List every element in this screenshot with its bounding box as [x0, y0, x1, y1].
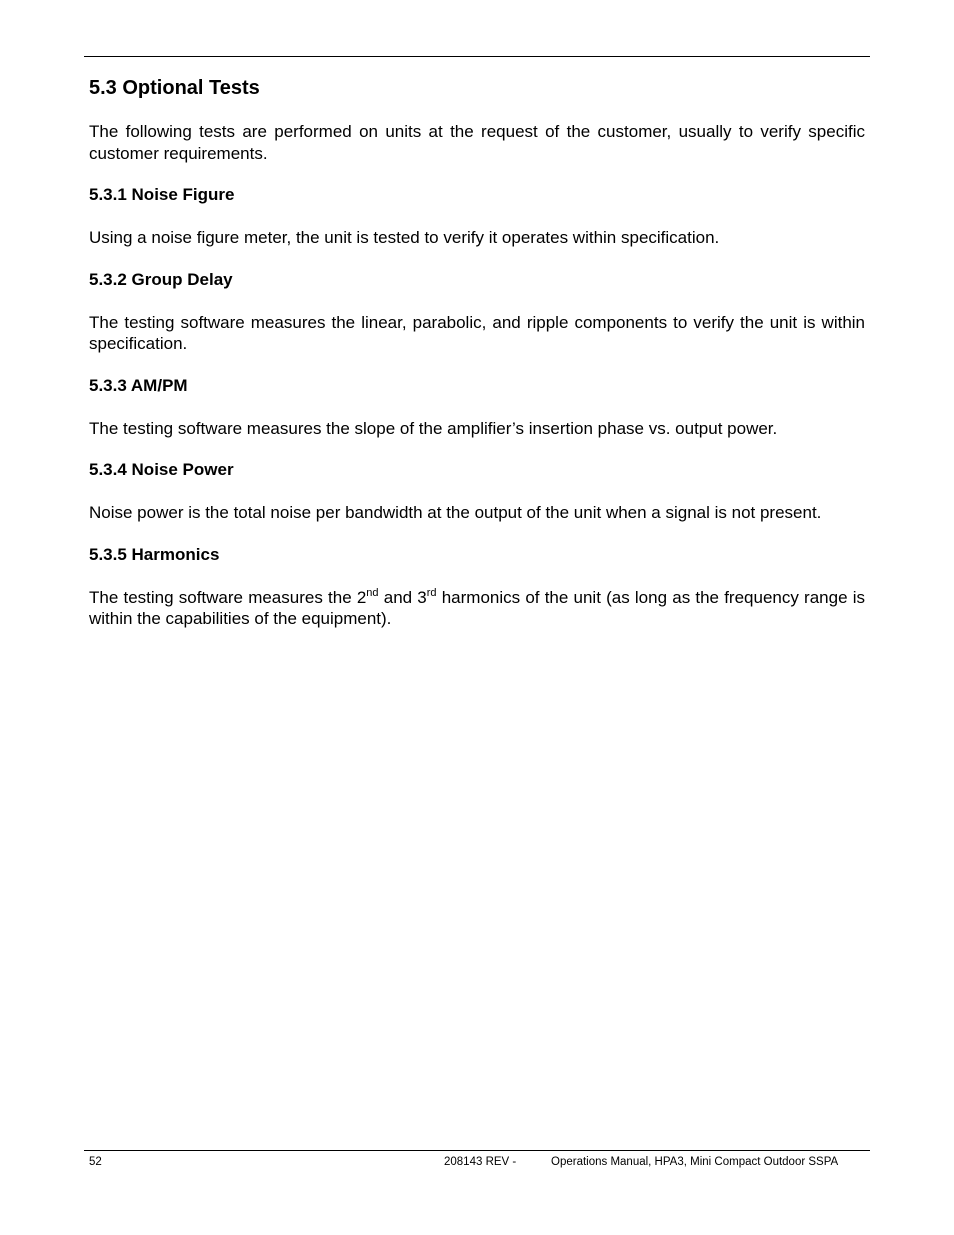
section-intro: The following tests are performed on units at the request of the customer, usually to verify specific customer requirements.	[89, 122, 865, 163]
harmonics-text-part2: and 3	[378, 587, 427, 607]
subsection-text-group-delay: The testing software measures the linear, parabolic, and ripple components to verify the unit is within specification.	[89, 312, 865, 353]
harmonics-text-part3: harmonics of the unit (as long as the frequency range is within the capabilities of the equipment).	[89, 587, 865, 628]
subsection-heading-noise-figure: 5.3.1 Noise Figure	[89, 185, 235, 204]
subsection-text-noise-power: Noise power is the total noise per bandwidth at the output of the unit when a signal is not present.	[89, 503, 822, 522]
subsection-text-am-pm: The testing software measures the slope of the amplifier’s insertion phase vs. output power.	[89, 418, 778, 438]
subsection-text-harmonics	[89, 587, 865, 630]
footer-page-number: 52	[89, 1156, 102, 1168]
harmonics-sup-nd: nd	[366, 586, 379, 599]
subsection-heading-noise-power: 5.3.4 Noise Power	[89, 460, 234, 479]
harmonics-sup-rd: rd	[426, 586, 437, 599]
subsection-heading-harmonics: 5.3.5 Harmonics	[89, 544, 220, 564]
section-title: 5.3 Optional Tests	[89, 77, 260, 99]
harmonics-text-part1: The testing software measures the 2	[89, 587, 367, 607]
footer-rule	[84, 1150, 870, 1151]
subsection-heading-am-pm: 5.3.3 AM/PM	[89, 375, 188, 395]
subsection-heading-group-delay: 5.3.2 Group Delay	[89, 269, 233, 289]
subsection-text-noise-figure: Using a noise figure meter, the unit is tested to verify it operates within specification.	[89, 228, 720, 247]
header-rule	[84, 56, 870, 57]
footer-doc-revision: 208143 REV -	[444, 1156, 517, 1168]
footer-doc-title: Operations Manual, HPA3, Mini Compact Outdoor SSPA	[551, 1156, 839, 1168]
page-content	[89, 74, 865, 651]
